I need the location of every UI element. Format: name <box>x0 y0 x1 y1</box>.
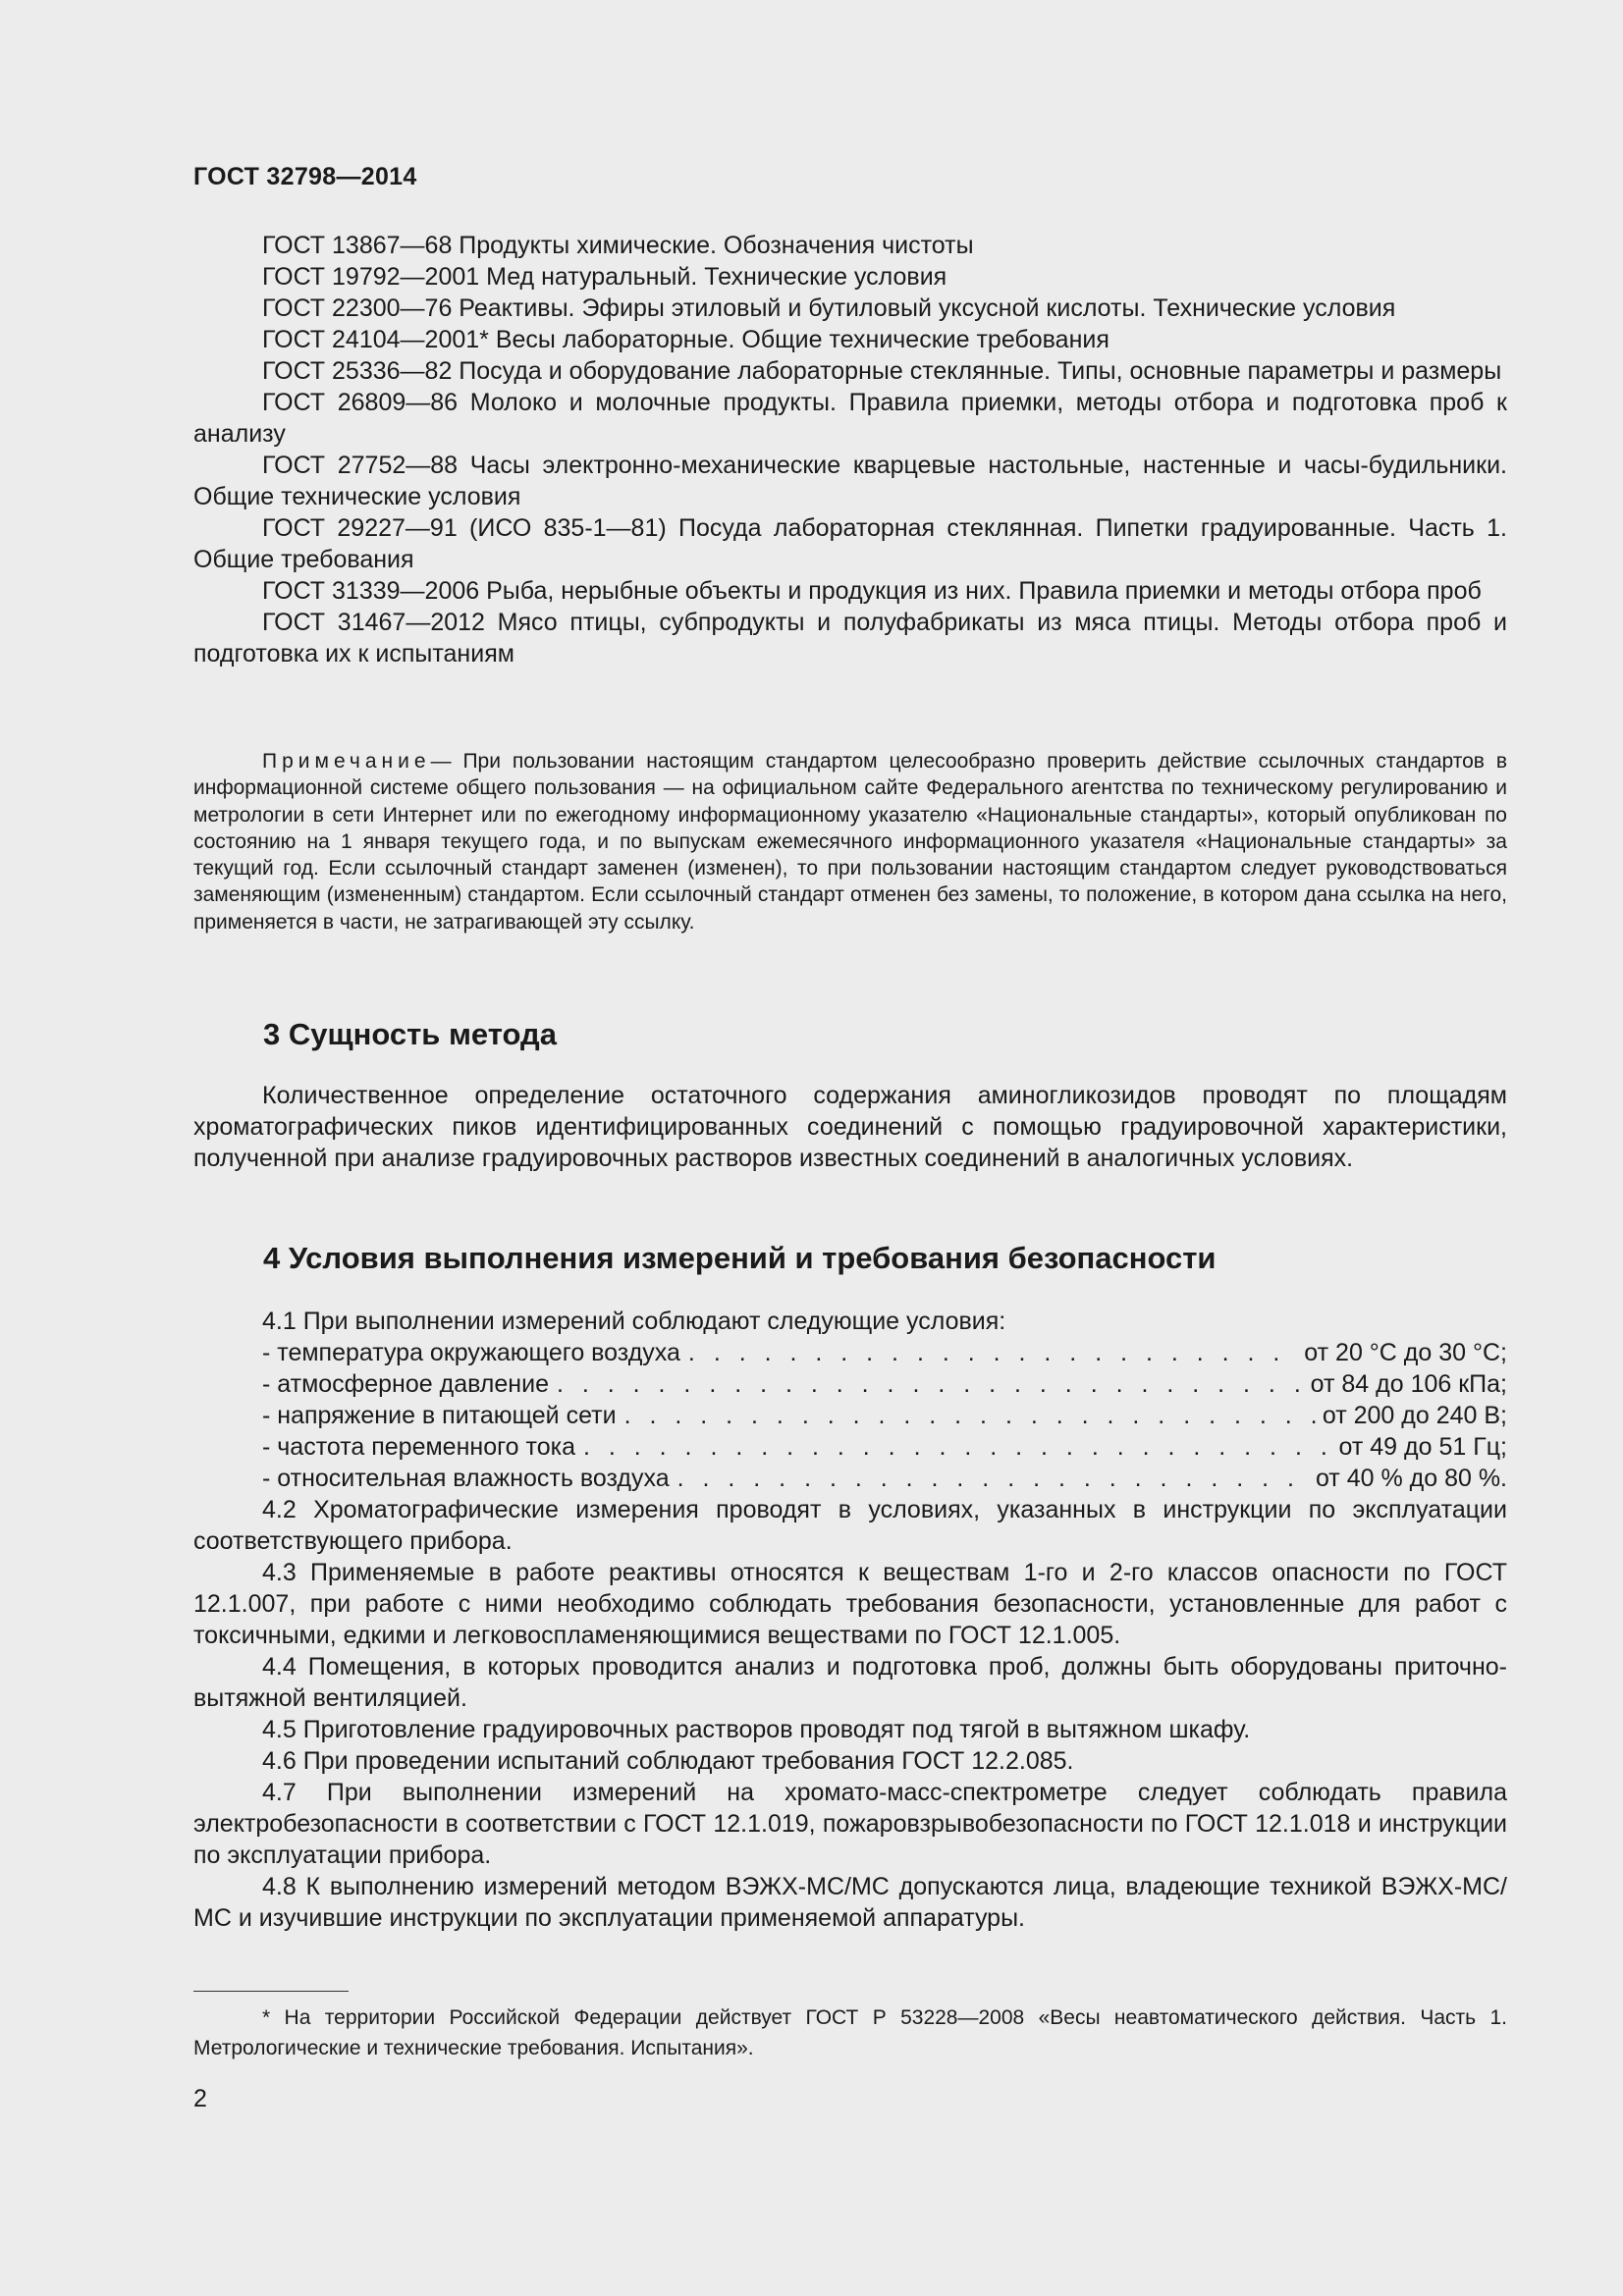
condition-label: - напряжение в питающей сети <box>262 1402 617 1429</box>
footnote-text: * На территории Российской Федерации действует ГОСТ Р 53228—2008 «Весы неавтоматического действия. Часть 1. Метрологические и технические требования. Испытания». <box>193 2006 1507 2059</box>
dot-leader <box>624 1400 1317 1431</box>
reference-item: ГОСТ 22300—76 Реактивы. Эфиры этиловый и бутиловый уксусной кислоты. Технические условия <box>262 294 1396 322</box>
normative-references-list <box>193 230 1507 669</box>
paragraph-4-1: 4.1 При выполнении измерений соблюдают следующие условия: <box>262 1308 1006 1335</box>
reference-item: ГОСТ 25336—82 Посуда и оборудование лабораторные стеклянные. Типы, основные параметры и размеры <box>262 357 1502 385</box>
dot-leader <box>583 1431 1333 1463</box>
condition-label: - температура окружающего воздуха <box>262 1339 680 1366</box>
reference-item: ГОСТ 31467—2012 Мясо птицы, субпродукты и полуфабрикаты из мяса птицы. Методы отбора проб и подготовка их к испытаниям <box>193 609 1507 667</box>
dot-leader <box>557 1368 1305 1400</box>
paragraph-4-5: 4.5 Приготовление градуировочных растворов проводят под тягой в вытяжном шкафу. <box>262 1716 1251 1743</box>
paragraph-4-3: 4.3 Применяемые в работе реактивы относятся к веществам 1-го и 2-го классов опасности по ГОСТ 12.1.007, при работе с ними необходимо соблюдать требования безопасности, установленные для работ с токсичными, едкими и легковоспламеняющимися веществами по ГОСТ 12.1.005. <box>193 1559 1507 1649</box>
footnote-separator <box>193 1991 349 1992</box>
condition-row <box>193 1368 1507 1400</box>
paragraph-4-7: 4.7 При выполнении измерений на хромато-масс-спектрометре следует соблюдать правила электробезопасности в соответствии с ГОСТ 12.1.019, пожаровзрывобезопасности по ГОСТ 12.1.018 и инструкции по эксплуатации прибора. <box>193 1779 1507 1869</box>
reference-item: ГОСТ 31339—2006 Рыба, нерыбные объекты и продукция из них. Правила приемки и методы отбора проб <box>262 577 1482 605</box>
condition-label: - частота переменного тока <box>262 1433 575 1461</box>
dot-leader <box>688 1337 1298 1368</box>
condition-label: - атмосферное давление <box>262 1370 549 1398</box>
section-3-title: 3 Сущность метода <box>263 1017 557 1051</box>
condition-row <box>193 1337 1507 1368</box>
reference-item: ГОСТ 19792—2001 Мед натуральный. Технические условия <box>262 263 947 291</box>
reference-item: ГОСТ 27752—88 Часы электронно-механические кварцевые настольные, настенные и часы-будильники. Общие технические условия <box>193 452 1507 510</box>
condition-row <box>193 1400 1507 1431</box>
note-text: — При пользовании настоящим стандартом целесообразно проверить действие ссылочных стандартов в информационной системе общего пользования — на официальном сайте Федерального агентства по техническому регулированию и метрологии в сети Интернет или по ежегодному информационному указателю «Национальные стандарты», который опубликован по состоянию на 1 января текущего года, и по выпускам ежемесячного информационного указателя «Национальные стандарты» за текущий год. Если ссылочный стандарт заменен (изменен), то при пользовании настоящим стандартом следует руководствоваться заменяющим (измененным) стандартом. Если ссылочный стандарт отменен без замены, то положение, в котором дана ссылка на него, применяется в части, не затрагивающей эту ссылку. <box>193 750 1507 934</box>
paragraph-4-6: 4.6 При проведении испытаний соблюдают требования ГОСТ 12.2.085. <box>262 1747 1074 1775</box>
section-3-body <box>193 1080 1507 1174</box>
reference-item: ГОСТ 13867—68 Продукты химические. Обозначения чистоты <box>262 232 974 259</box>
footnote-block <box>193 2002 1507 2063</box>
condition-row <box>193 1463 1507 1494</box>
condition-value: от 49 до 51 Гц; <box>1338 1433 1507 1461</box>
dot-leader <box>677 1463 1310 1494</box>
paragraph-4-2: 4.2 Хроматографические измерения проводят в условиях, указанных в инструкции по эксплуатации соответствующего прибора. <box>193 1496 1507 1555</box>
condition-value: от 200 до 240 В; <box>1322 1402 1507 1429</box>
note-paragraph <box>193 748 1507 935</box>
page-number: 2 <box>193 2085 207 2112</box>
paragraph-4-4: 4.4 Помещения, в которых проводится анализ и подготовка проб, должны быть оборудованы приточно-вытяжной вентиляцией. <box>193 1653 1507 1712</box>
section-3-paragraph: Количественное определение остаточного содержания аминогликозидов проводят по площадям хроматографических пиков идентифицированных соединений с помощью градуировочной характеристики, полученной при анализе градуировочных растворов известных соединений в аналогичных условиях. <box>193 1082 1507 1172</box>
reference-item: ГОСТ 24104—2001* Весы лабораторные. Общие технические требования <box>262 326 1109 353</box>
section-4-body <box>193 1306 1507 1934</box>
note-label: Примечание <box>262 750 431 773</box>
reference-item: ГОСТ 26809—86 Молоко и молочные продукты. Правила приемки, методы отбора и подготовка проб к анализу <box>193 389 1507 448</box>
reference-item: ГОСТ 29227—91 (ИСО 835-1—81) Посуда лабораторная стеклянная. Пипетки градуированные. Часть 1. Общие требования <box>193 514 1507 573</box>
paragraph-4-8: 4.8 К выполнению измерений методом ВЭЖХ-МС/МС допускаются лица, владеющие техникой ВЭЖХ-МС/МС и изучившие инструкции по эксплуатации применяемой аппаратуры. <box>193 1873 1507 1932</box>
section-4-title: 4 Условия выполнения измерений и требования безопасности <box>263 1241 1217 1275</box>
condition-value: от 84 до 106 кПа; <box>1310 1370 1507 1398</box>
condition-row <box>193 1431 1507 1463</box>
note-block <box>193 748 1507 935</box>
document-number: ГОСТ 32798—2014 <box>193 163 417 190</box>
condition-value: от 20 °С до 30 °С; <box>1304 1339 1507 1366</box>
condition-label: - относительная влажность воздуха <box>262 1465 670 1492</box>
condition-value: от 40 % до 80 %. <box>1315 1465 1507 1492</box>
